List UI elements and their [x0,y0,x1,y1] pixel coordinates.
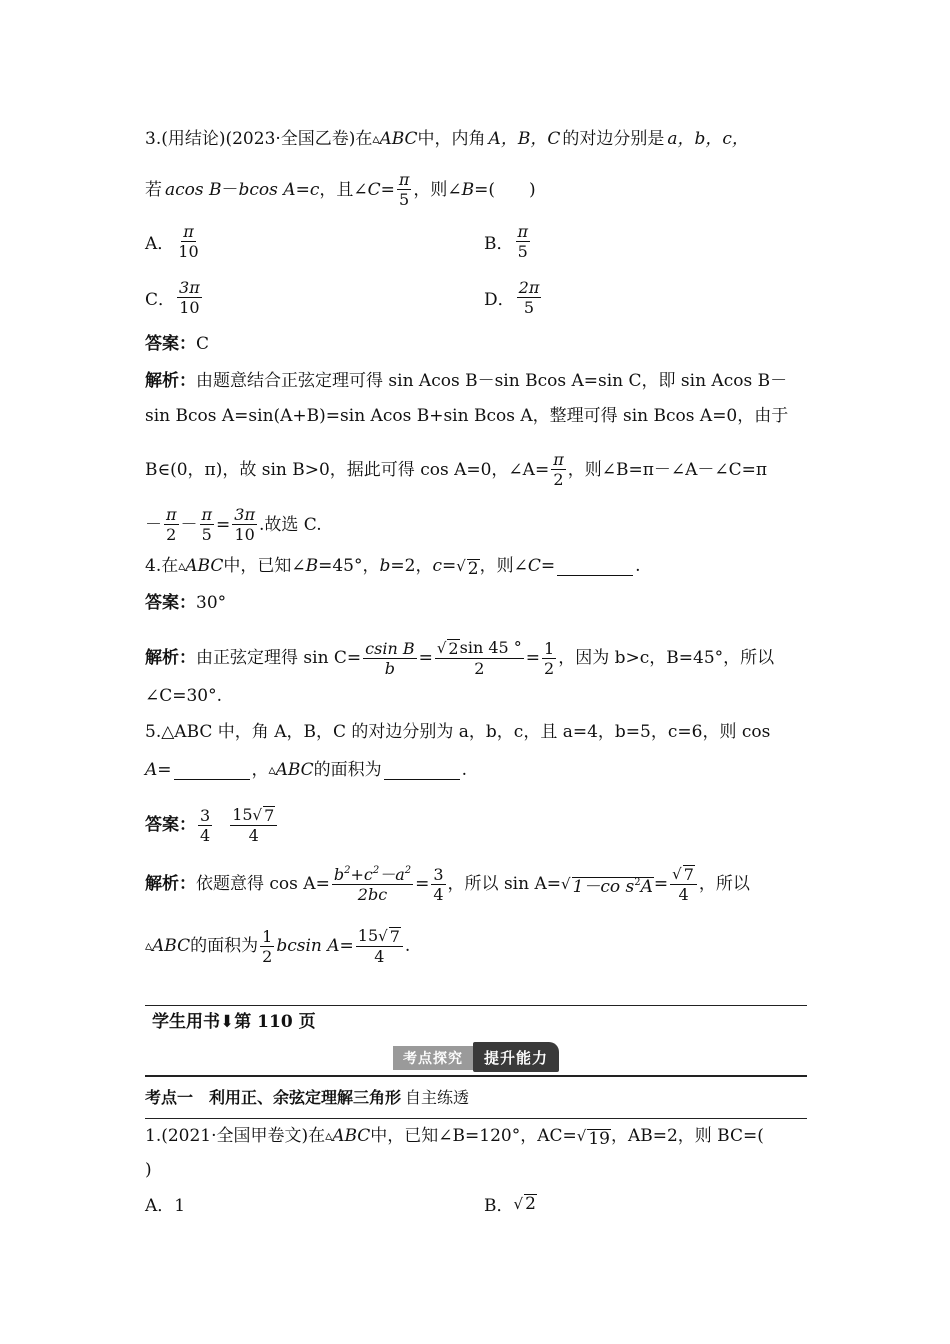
triangle-icon: ▵ [178,558,186,574]
banner-rule [145,1075,807,1077]
topic-heading: 考点一 利用正、余弦定理解三角形 自主练透 [145,1088,470,1107]
sqrt-2: √ 2 [456,554,479,578]
q5-solution-line2: ▵ ABC 的面积为 $\frac{1}{2}$ bcsin A= 15 √ 7 4 . [145,926,411,966]
radical-icon: √ [576,1127,587,1145]
radical-icon: √ [672,865,682,883]
q3-solution-line1: 解析： 由题意结合正弦定理可得 sin Acos B－sin Bcos A=sin C，即 sin Acos B－ [145,371,788,391]
q5-answer: 答案： $\frac{3}{4}$ 15 √ 7 4 [145,805,810,845]
q5-line1: 5.△ABC 中，角 A，B，C 的对边分别为 a，b，c，且 a=4，b=5，c=6，则 cos [145,722,771,742]
triangle-icon: ▵ [372,131,380,147]
q3-option-d: D． $\frac{2\pi}{5}$ [484,278,540,317]
q3-answer: 答案： C [145,334,210,354]
radical-icon: √ [436,639,447,657]
q4-solution-line1: 解析： 由正弦定理得 sin C= $\frac{\text{csin B}}{b}$ = √ 2 sin 45 ° 2 = $\frac{1}{2}$ ，因为 b>c，B=45°，所以 [145,638,775,678]
fraction-pi-over-5: $\frac{\pi}{5}$ [398,170,410,209]
answer-blank-area[interactable] [384,761,460,780]
radical-icon: √ [513,1195,524,1213]
answer-blank[interactable] [557,557,633,576]
q1-option-b: B． √ 2 [484,1194,536,1216]
section-banner: 考点探究 提升能力 [393,1042,568,1074]
q4-line1: 4.在 ▵ ABC 中，已知∠ B =45°， b =2， c = √ 2 ，则∠ C = . [145,556,641,579]
q3-option-b: B． $\frac{\pi}{5}$ [484,222,529,261]
radical-icon: √ [252,806,263,824]
triangle-icon: ▵ [145,938,153,954]
book-reference: 学生用书⬇第 110 页 [152,1012,316,1032]
q1-line1: 1.(2021·全国甲卷文)在 ▵ ABC 中，已知∠B=120°，AC= √ 19 ，AB=2，则 BC=( [145,1126,764,1149]
q1-option-a: A．1 [145,1196,186,1216]
q4-solution-line2: ∠C=30°. [145,686,223,706]
radical-icon: √ [456,557,466,575]
q3-option-a: A． $\frac{\pi}{10}$ [145,222,199,261]
q5-solution-line1: 解析： 依题意得 cos A= $\frac{b^2+c^2-a^2}{2bc}$ = $\frac{3}{4}$ ，所以 sin A= √ 1－co $s^2A$ = √ 7 4 ，所以 [145,864,750,904]
triangle-icon: ▵ [325,1128,333,1144]
q3-line1: 3.(用结论)(2023·全国乙卷)在 ▵ ABC 中，内角 A，B，C 的对边分别是 a，b，c， [145,129,749,149]
q3-solution-line4: － $\frac{\pi}{2}$ － $\frac{\pi}{5}$ = $\frac{3\pi}{10}$ .故选 C. [145,505,322,544]
radical-icon: √ [561,875,571,893]
answer-blank-cos[interactable] [174,761,250,780]
q3-solution-line3: B∈(0，π)，故 sin B>0，据此可得 cos A=0，∠A= $\frac{\pi}{2}$ ，则∠B=π－∠A－∠C=π [145,450,768,489]
q3-option-c: C． $\frac{3\pi}{10}$ [145,278,200,317]
divider [145,1005,807,1006]
q3-line2: 若 acos B － bcos A = c ，且∠ C = $\frac{\pi}{5}$ ，则∠ B =( ) [145,170,536,209]
q1-line2: ) [145,1160,152,1180]
q3-solution-line2: sin Bcos A=sin(A+B)=sin Acos B+sin Bcos A，整理可得 sin Bcos A=0，由于 [145,406,789,426]
radical-icon: √ [378,927,388,945]
topic-rule [145,1118,807,1119]
triangle-icon: ▵ [268,762,276,778]
q5-line2: A= ， ▵ ABC 的面积为 . [145,760,468,780]
q4-answer: 答案： 30° [145,593,227,613]
